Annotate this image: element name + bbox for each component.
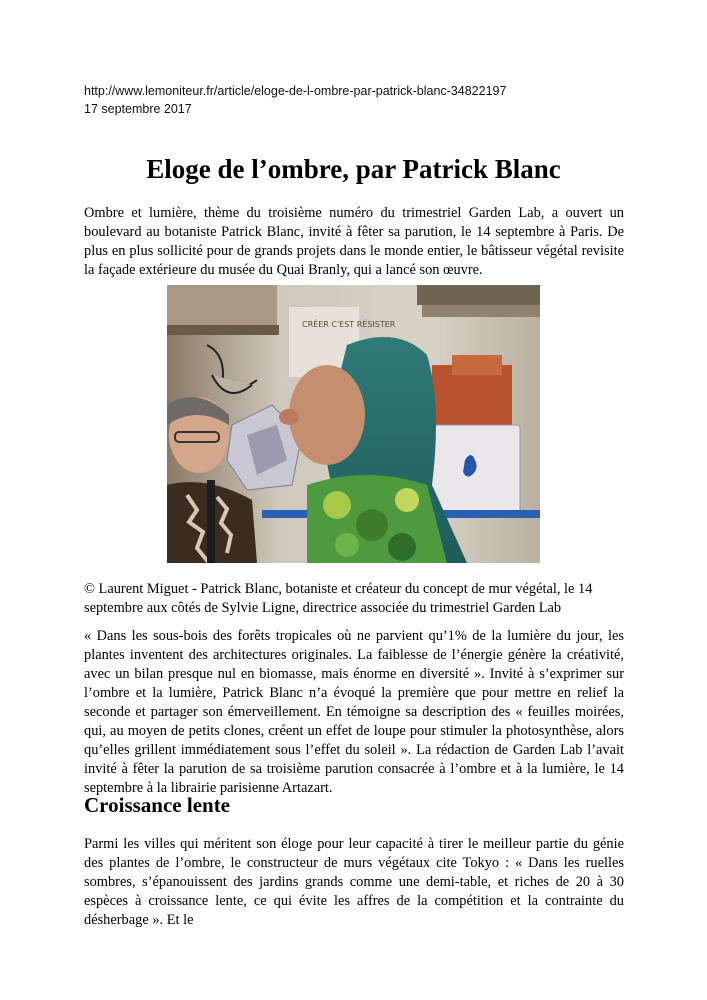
article-title: Eloge de l’ombre, par Patrick Blanc xyxy=(146,154,561,184)
intro-paragraph: Ombre et lumière, thème du troisième numéro du trimestriel Garden Lab, a ouvert un boulevard au botaniste Patrick Blanc, invité à fêter sa parution, le 14 septembre à Paris. De plus en plus sollicité pour de grands projets dans le monde entier, le bâtisseur végétal revisite la façade extérieure du musée du Quai Branly, qui a lancé son œuvre. xyxy=(84,205,624,278)
quote-paragraph: « Dans les sous-bois des forêts tropicales où ne parvient qu’1% de la lumière du jour, les plantes inventent des architectures originales. La faiblesse de l’énergie génère la créativité, avec un bilan presque nul en biomasse, mais énorme en diversité ». Invité à s’exprimer sur l’ombre et la lumière, Patrick Blanc n’a évoqué la première que pour mettre en relief la seconde et partager son émerveillement. En témoigne sa description des « feuilles moirées, qui, au moyen de petits clones, créent un effet de loupe pour stimuler la photosynthèse, alors qu’elles grillent immédiatement sous l’effet du soleil ». La rédaction de Garden Lab l’avait invité à fêter la parution de sa troisième parution consacrée à l’ombre et à la lumière, le 14 septembre à la librairie parisienne Artazart. xyxy=(84,628,624,796)
source-url[interactable]: http://www.lemoniteur.fr/article/eloge-de-l-ombre-par-patrick-blanc-34822197 xyxy=(84,84,507,98)
photo-sign-text: CRÉER C'EST RÉSISTER xyxy=(302,320,396,329)
publication-date: 17 septembre 2017 xyxy=(84,102,192,116)
section-heading: Croissance lente xyxy=(84,793,231,817)
article-photo xyxy=(167,285,540,563)
photo-caption: © Laurent Miguet - Patrick Blanc, botaniste et créateur du concept de mur végétal, le 14 septembre aux côtés de Sylvie Ligne, directrice associée du trimestriel Garden Lab xyxy=(84,581,593,616)
body-paragraph: Parmi les villes qui méritent son éloge pour leur capacité à tirer le meilleur partie du génie des plantes de l’ombre, le constructeur de murs végétaux cite Tokyo : « Dans les ruelles sombres, s’épanouissent des jardins grands comme une demi-table, et riches de 20 à 30 espèces à croissance lente, ce qui évite les affres de la compétition et la contrainte du désherbage ». Et le xyxy=(84,836,624,928)
